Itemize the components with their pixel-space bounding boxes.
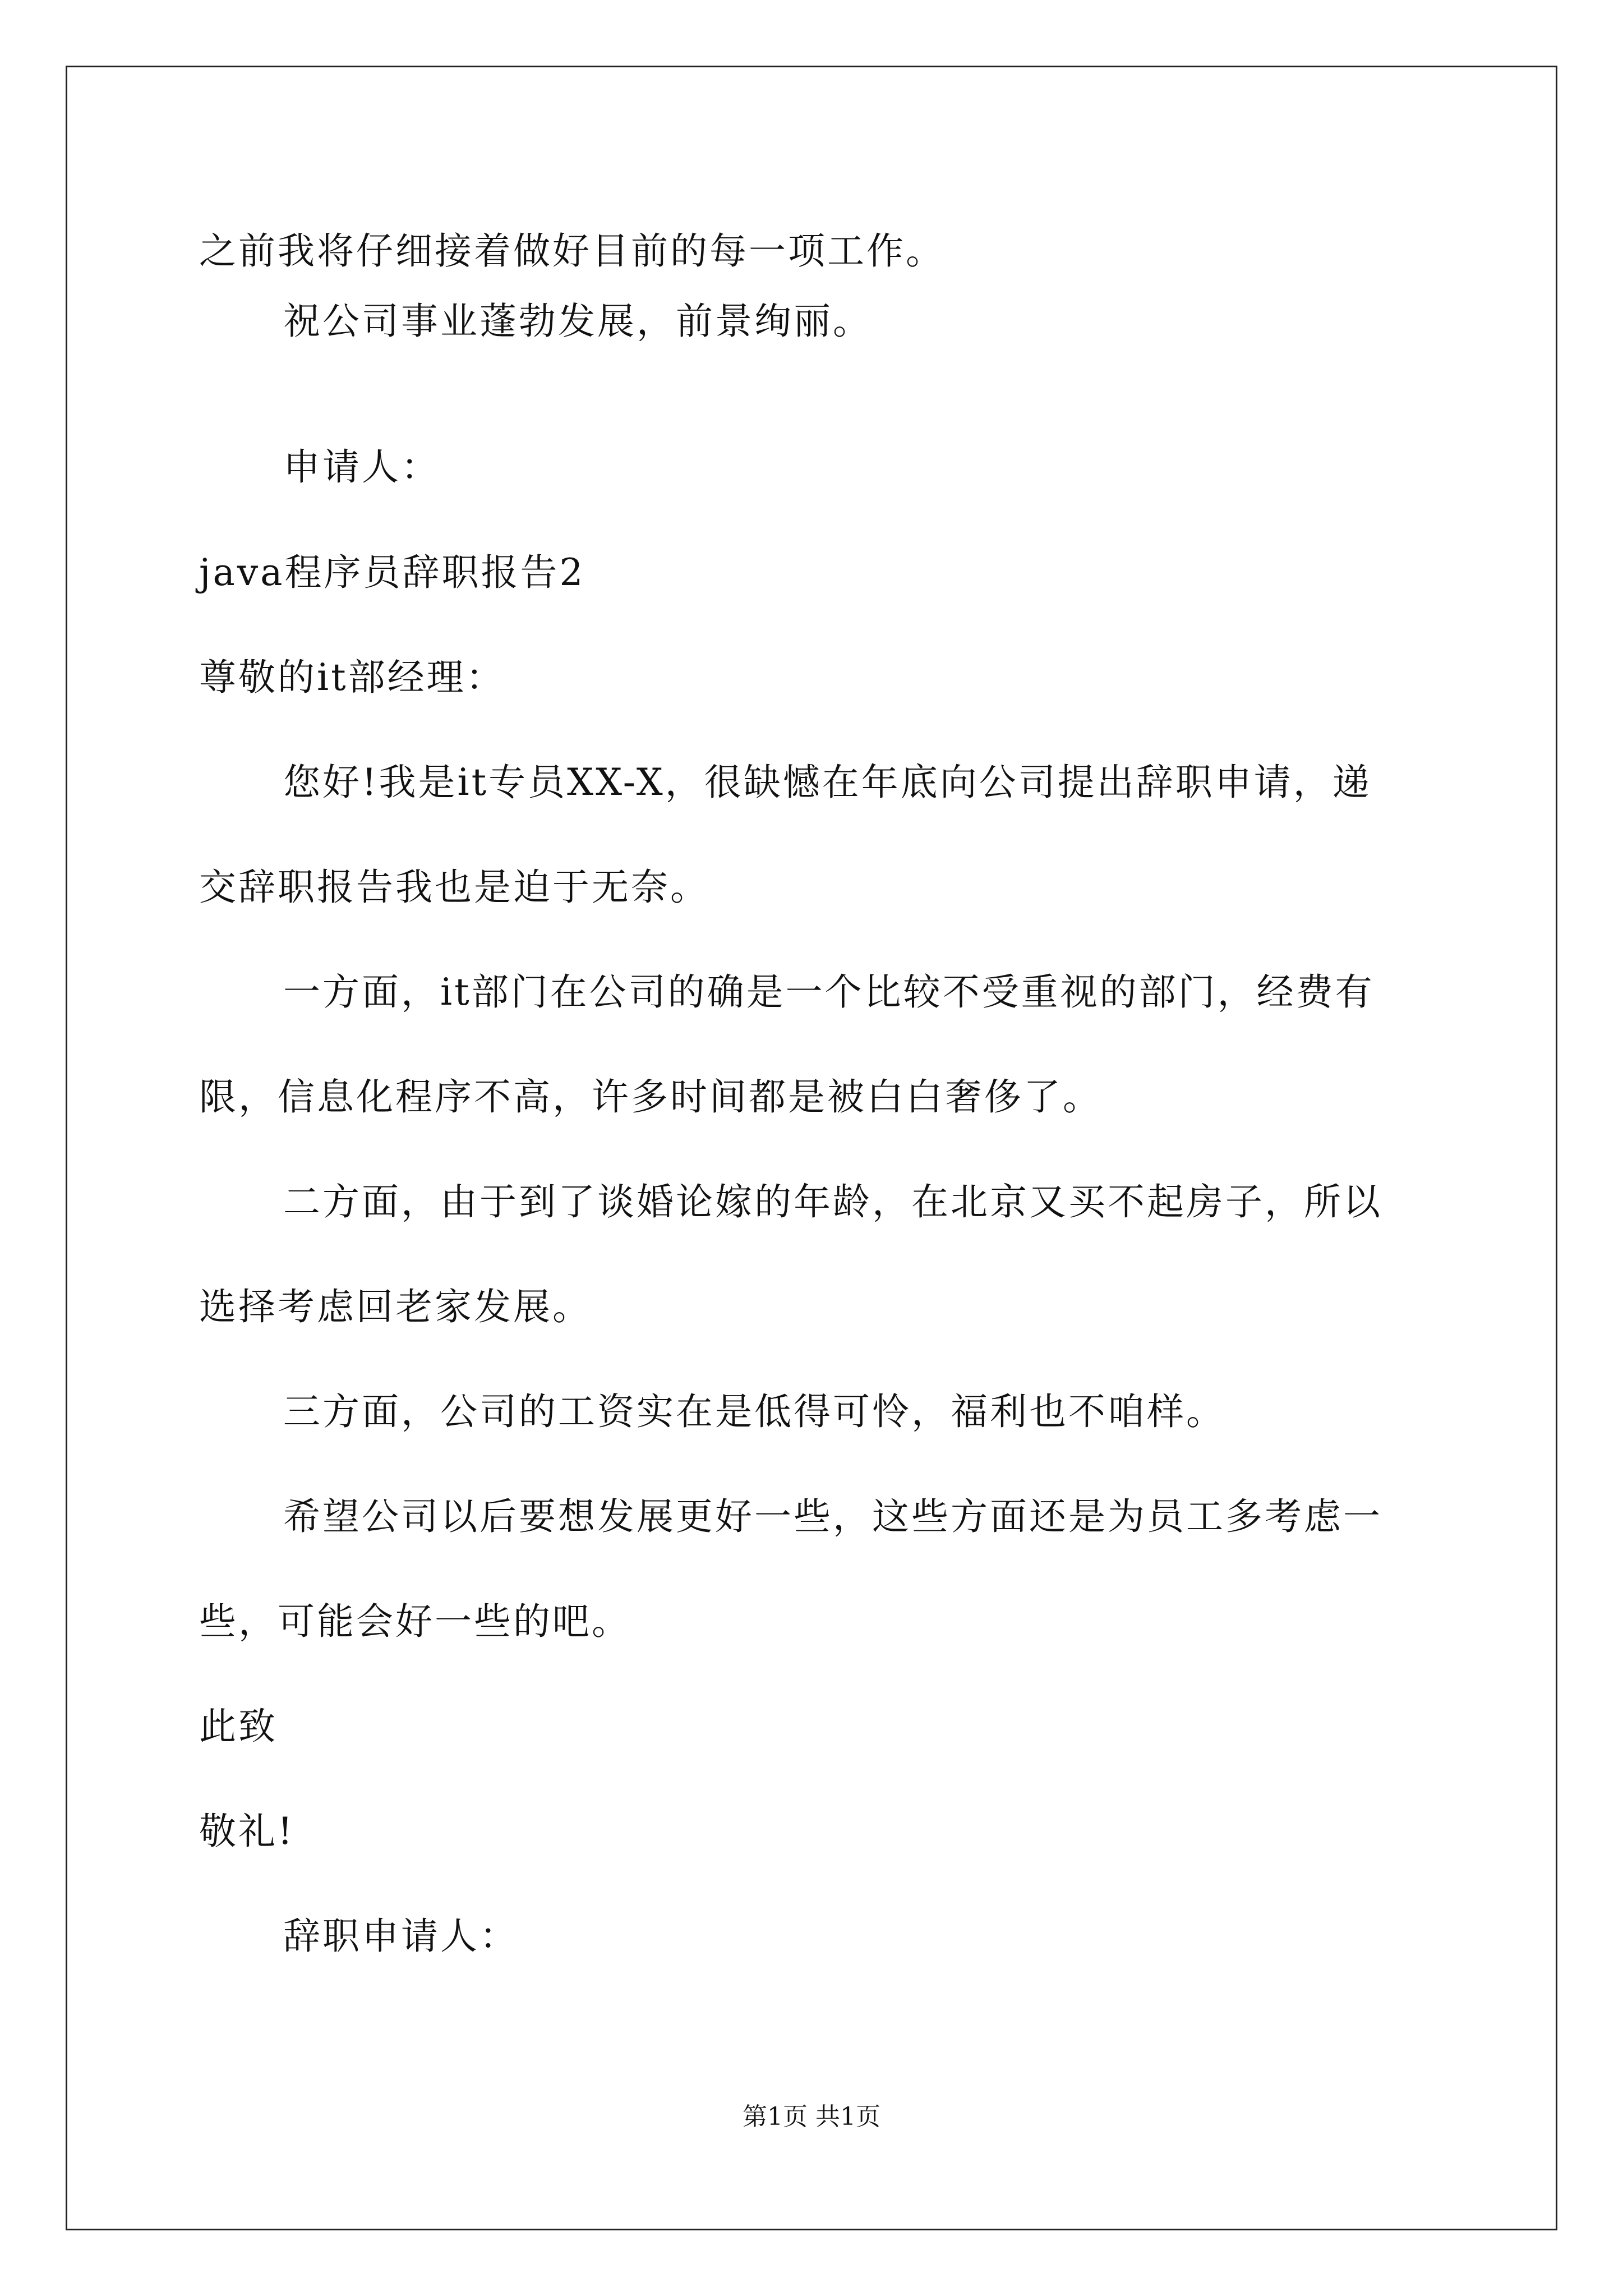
- page-border: [66, 66, 1557, 2230]
- page-number: 第1页 共1页: [743, 2102, 880, 2131]
- text-line: 之前我将仔细接着做好目前的每一项工作。: [199, 229, 945, 273]
- closing-line: 敬礼!: [199, 1810, 295, 1853]
- closing-line: 此致: [199, 1705, 278, 1748]
- text-line: 二方面，由于到了谈婚论嫁的年龄，在北京又买不起房子，所以: [283, 1180, 1382, 1223]
- text-line: 您好!我是it专员XX-X，很缺憾在年底向公司提出辞职申请，递: [283, 761, 1372, 804]
- text-line: 祝公司事业蓬勃发展，前景绚丽。: [283, 300, 872, 343]
- text-line: 三方面，公司的工资实在是低得可怜，福利也不咱样。: [283, 1390, 1225, 1433]
- signature-line: 辞职申请人：: [283, 1915, 519, 1958]
- section-heading: java程序员辞职报告2: [199, 551, 585, 594]
- text-line: 交辞职报告我也是迫于无奈。: [199, 866, 709, 909]
- text-line: 些，可能会好一些的吧。: [199, 1600, 631, 1643]
- text-line: 限，信息化程序不高，许多时间都是被白白奢侈了。: [199, 1075, 1102, 1119]
- salutation: 尊敬的it部经理：: [199, 656, 505, 699]
- text-line: 选择考虑回老家发展。: [199, 1285, 592, 1328]
- text-line: 一方面，it部门在公司的确是一个比较不受重视的部门，经费有: [283, 970, 1375, 1014]
- text-line: 申请人：: [283, 445, 440, 489]
- text-line: 希望公司以后要想发展更好一些，这些方面还是为员工多考虑一: [283, 1495, 1382, 1538]
